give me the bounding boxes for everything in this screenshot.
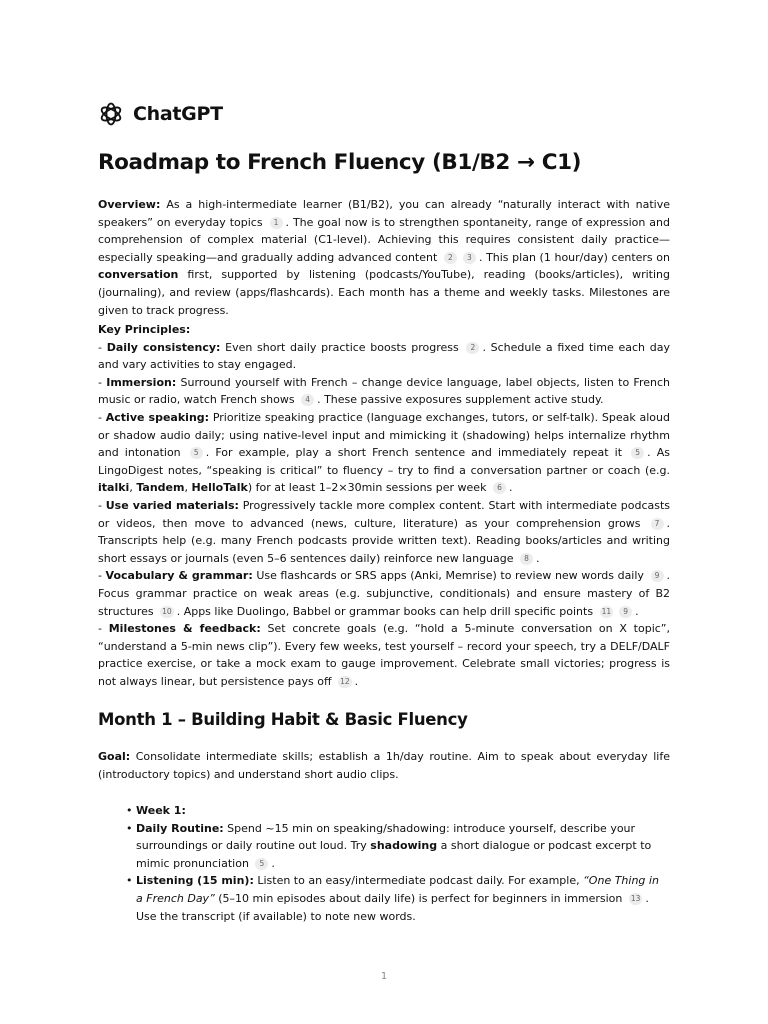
list-item: • Listening (15 min): Listen to an easy/intermediate podcast daily. For example, “One Thing in a French Day” (5–10 min episodes about daily life) is perfect for beginners in immersion 13 . Use the transcript (if available) to note new words. bbox=[126, 872, 666, 925]
principle-consistency: - Daily consistency: Even short daily practice boosts progress 2 . Schedule a fixed time each day and vary activities to stay engaged. bbox=[98, 340, 670, 372]
document-title: Roadmap to French Fluency (B1/B2 → C1) bbox=[98, 150, 582, 175]
principle-active-speaking: - Active speaking: Prioritize speaking practice (language exchanges, tutors, or self-talk). Speak aloud or shadow audio daily; using native-level input and mimicking it (shadowing) helps internalize rhythm and intonation 5 . For example, play a short French sentence and immediately repeat it 5 . As LingoDigest notes, “speaking is critical” to fluency – try to find a conversation partner or coach (e.g. italki, Tandem, HelloTalk) for at least 1–2×30min sessions per week 6 . bbox=[98, 410, 670, 495]
principle-varied-materials: - Use varied materials: Progressively tackle more complex content. Start with intermediate podcasts or videos, then move to advanced (news, culture, literature) as your comprehension grows 7 . Transcripts help (e.g. many French podcasts provide written text). Reading books/articles and writing short essays or journals (even 5–6 sentences daily) reinforce new language 8 . bbox=[98, 498, 671, 565]
month1-heading: Month 1 – Building Habit & Basic Fluency bbox=[98, 710, 468, 729]
citation-badge[interactable]: 5 bbox=[190, 447, 203, 459]
citation-badge[interactable]: 10 bbox=[162, 606, 172, 616]
brand-header bbox=[98, 100, 223, 128]
openai-logo-icon bbox=[98, 101, 124, 127]
list-item: • Week 1: bbox=[126, 802, 666, 820]
citation-badge[interactable]: 5 bbox=[631, 447, 644, 459]
citation-badge[interactable]: 5 bbox=[255, 858, 268, 870]
overview-label: Overview: bbox=[98, 198, 161, 211]
page-number: 1 bbox=[380, 971, 388, 982]
citation-badge[interactable]: 7 bbox=[651, 518, 664, 530]
citation-badge[interactable]: 2 bbox=[466, 342, 479, 354]
week1-list bbox=[126, 802, 666, 925]
brand-name: ChatGPT bbox=[133, 103, 223, 125]
principle-milestones: - Milestones & feedback: Set concrete goals (e.g. “hold a 5-minute conversation on X topic”, “understand a 5-min news clip”). Every few weeks, test yourself – record your speech, try a DELF/DALF practice exercise, or take a mock exam to gauge improvement. Celebrate small victories; progress is not always linear, but persistence pays off 12 . bbox=[98, 622, 671, 688]
citation-badge[interactable]: 3 bbox=[463, 252, 476, 264]
citation-badge[interactable]: 13 bbox=[630, 893, 641, 903]
principle-vocab-grammar: - Vocabulary & grammar: Use flashcards or SRS apps (Anki, Memrise) to review new words daily 9 . Focus grammar practice on weak areas (e.g. subjunctive, conditionals) and ensure mastery of B2 structures 10 . Apps like Duolingo, Babbel or grammar books can help drill specific points 11 9 . bbox=[98, 569, 670, 618]
citation-badge[interactable]: 11 bbox=[601, 606, 612, 616]
citation-badge[interactable]: 6 bbox=[493, 482, 506, 494]
citation-badge[interactable]: 8 bbox=[520, 553, 533, 565]
citation-badge[interactable]: 9 bbox=[651, 570, 664, 582]
citation-badge[interactable]: 12 bbox=[340, 676, 350, 686]
citation-badge[interactable]: 2 bbox=[444, 252, 457, 264]
list-item: • Daily Routine: Spend ~15 min on speaking/shadowing: introduce yourself, describe your surroundings or daily routine out loud. Try shadowing a short dialogue or podcast excerpt to mimic pronunciation 5 . bbox=[126, 820, 666, 873]
citation-badge[interactable]: 4 bbox=[301, 394, 314, 406]
month1-goal: Goal: Consolidate intermediate skills; establish a 1h/day routine. Aim to speak about everyday life (introductory topics) and understand short audio clips. bbox=[98, 750, 670, 781]
principle-immersion: - Immersion: Surround yourself with French – change device language, label objects, listen to French music or radio, watch French shows 4 . These passive exposures supplement active study. bbox=[98, 375, 670, 407]
citation-badge[interactable]: 9 bbox=[619, 606, 632, 618]
key-principles-section bbox=[98, 321, 670, 690]
citation-badge[interactable]: 1 bbox=[270, 217, 283, 229]
overview-paragraph: Overview: As a high-intermediate learner (B1/B2), you can already “naturally interact with native speakers” on everyday topics 1 . The goal now is to strengthen spontaneity, range of expression and comprehension of complex material (C1-level). Achieving this requires consistent daily practice—especially speaking—and gradually adding advanced content 2 3 . This plan (1 hour/day) centers on conversation first, supported by listening (podcasts/YouTube), reading (books/articles), writing (journaling), and review (apps/flashcards). Each month has a theme and weekly tasks. Milestones are given to track progress. bbox=[98, 198, 670, 317]
key-principles-heading: Key Principles: bbox=[98, 323, 191, 336]
